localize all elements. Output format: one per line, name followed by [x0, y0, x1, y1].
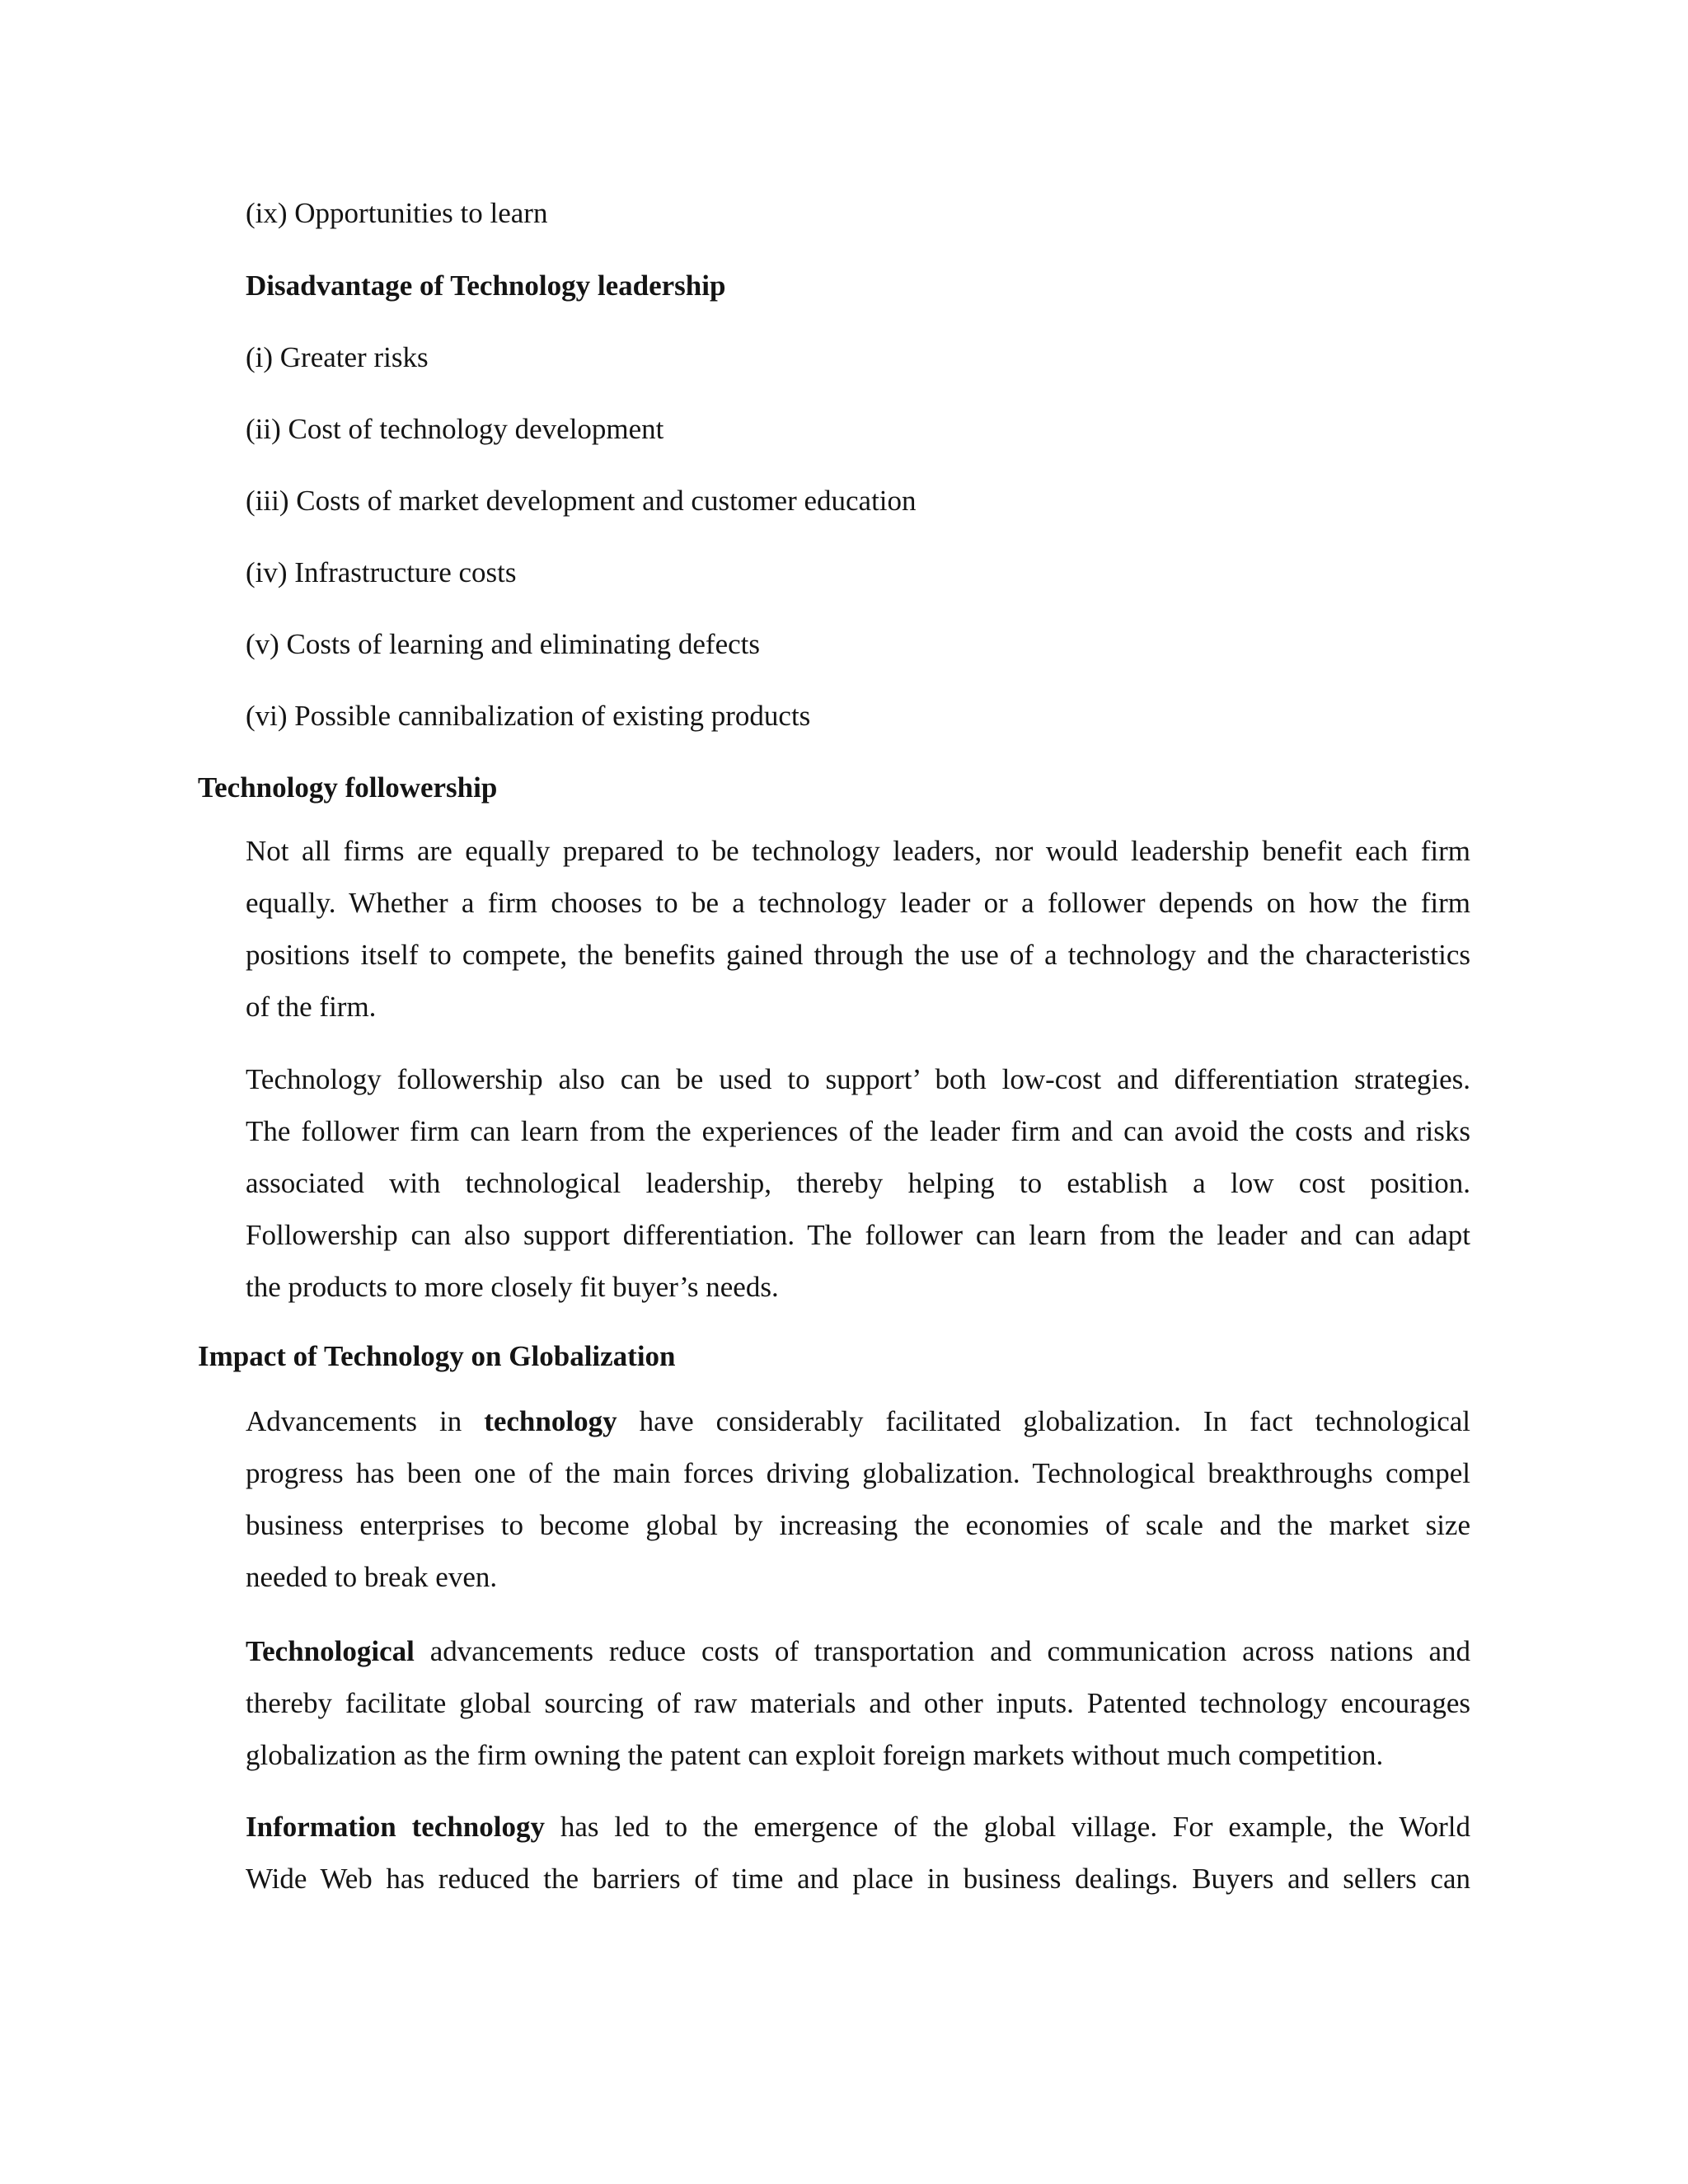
disadvantage-heading: Disadvantage of Technology leadership	[246, 269, 726, 302]
paragraph-line: The follower firm can learn from the experiences of the leader firm and can avoid the costs and risks	[246, 1115, 1470, 1147]
disadvantage-item-6: (vi) Possible cannibalization of existing products	[246, 700, 811, 732]
paragraph-line: Followership can also support differentiation. The follower can learn from the leader and can adapt	[246, 1219, 1470, 1251]
disadvantage-item-3: (iii) Costs of market development and customer education	[246, 485, 917, 517]
paragraph-line: progress has been one of the main forces driving globalization. Technological breakthroughs compel	[246, 1457, 1470, 1489]
paragraph-line: needed to break even.	[246, 1561, 498, 1593]
followership-heading: Technology followership	[198, 771, 498, 804]
paragraph-line: positions itself to compete, the benefits gained through the use of a technology and the characteristics	[246, 939, 1470, 971]
disadvantage-item-4: (iv) Infrastructure costs	[246, 556, 517, 588]
disadvantage-item-5: (v) Costs of learning and eliminating defects	[246, 628, 761, 660]
text-run: have considerably facilitated globalization. In fact technological	[639, 1405, 1470, 1437]
followership-paragraph-2	[246, 1053, 1470, 1313]
paragraph-line	[246, 1801, 1470, 1853]
impact-paragraph-3	[246, 1801, 1470, 1905]
impact-paragraph-1	[246, 1395, 1470, 1603]
paragraph-line: business enterprises to become global by increasing the economies of scale and the market size	[246, 1509, 1470, 1541]
paragraph-line: Not all firms are equally prepared to be technology leaders, nor would leadership benefit each firm	[246, 835, 1470, 867]
impact-heading: Impact of Technology on Globalization	[198, 1340, 676, 1372]
bold-term: technology	[484, 1405, 617, 1437]
paragraph-line	[246, 1625, 1470, 1677]
paragraph-line: the products to more closely fit buyer’s needs.	[246, 1271, 779, 1303]
text-run: Advancements in	[246, 1405, 462, 1437]
paragraph-line: equally. Whether a firm chooses to be a technology leader or a follower depends on how the firm	[246, 887, 1470, 919]
paragraph-line	[246, 1395, 1470, 1447]
bold-term: Information technology	[246, 1811, 545, 1843]
paragraph-line: Technology followership also can be used to support’ both low-cost and differentiation strategies.	[246, 1063, 1470, 1095]
paragraph-line: Wide Web has reduced the barriers of time and place in business dealings. Buyers and sellers can	[246, 1863, 1470, 1895]
text-run: advancements reduce costs of transportation and communication across nations and	[429, 1635, 1470, 1667]
paragraph-line: thereby facilitate global sourcing of raw materials and other inputs. Patented technology encourages	[246, 1687, 1470, 1719]
followership-paragraph-1	[246, 825, 1470, 1033]
paragraph-line: associated with technological leadership, thereby helping to establish a low cost position.	[246, 1167, 1470, 1199]
paragraph-line: globalization as the firm owning the patent can exploit foreign markets without much competition.	[246, 1739, 1384, 1771]
disadvantage-item-1: (i) Greater risks	[246, 341, 429, 373]
advantage-item-9: (ix) Opportunities to learn	[246, 197, 548, 229]
text-run: has led to the emergence of the global village. For example, the World	[560, 1811, 1470, 1843]
disadvantage-item-2: (ii) Cost of technology development	[246, 413, 664, 445]
bold-term: Technological	[246, 1635, 415, 1667]
impact-paragraph-2	[246, 1625, 1470, 1781]
paragraph-line: of the firm.	[246, 991, 377, 1023]
